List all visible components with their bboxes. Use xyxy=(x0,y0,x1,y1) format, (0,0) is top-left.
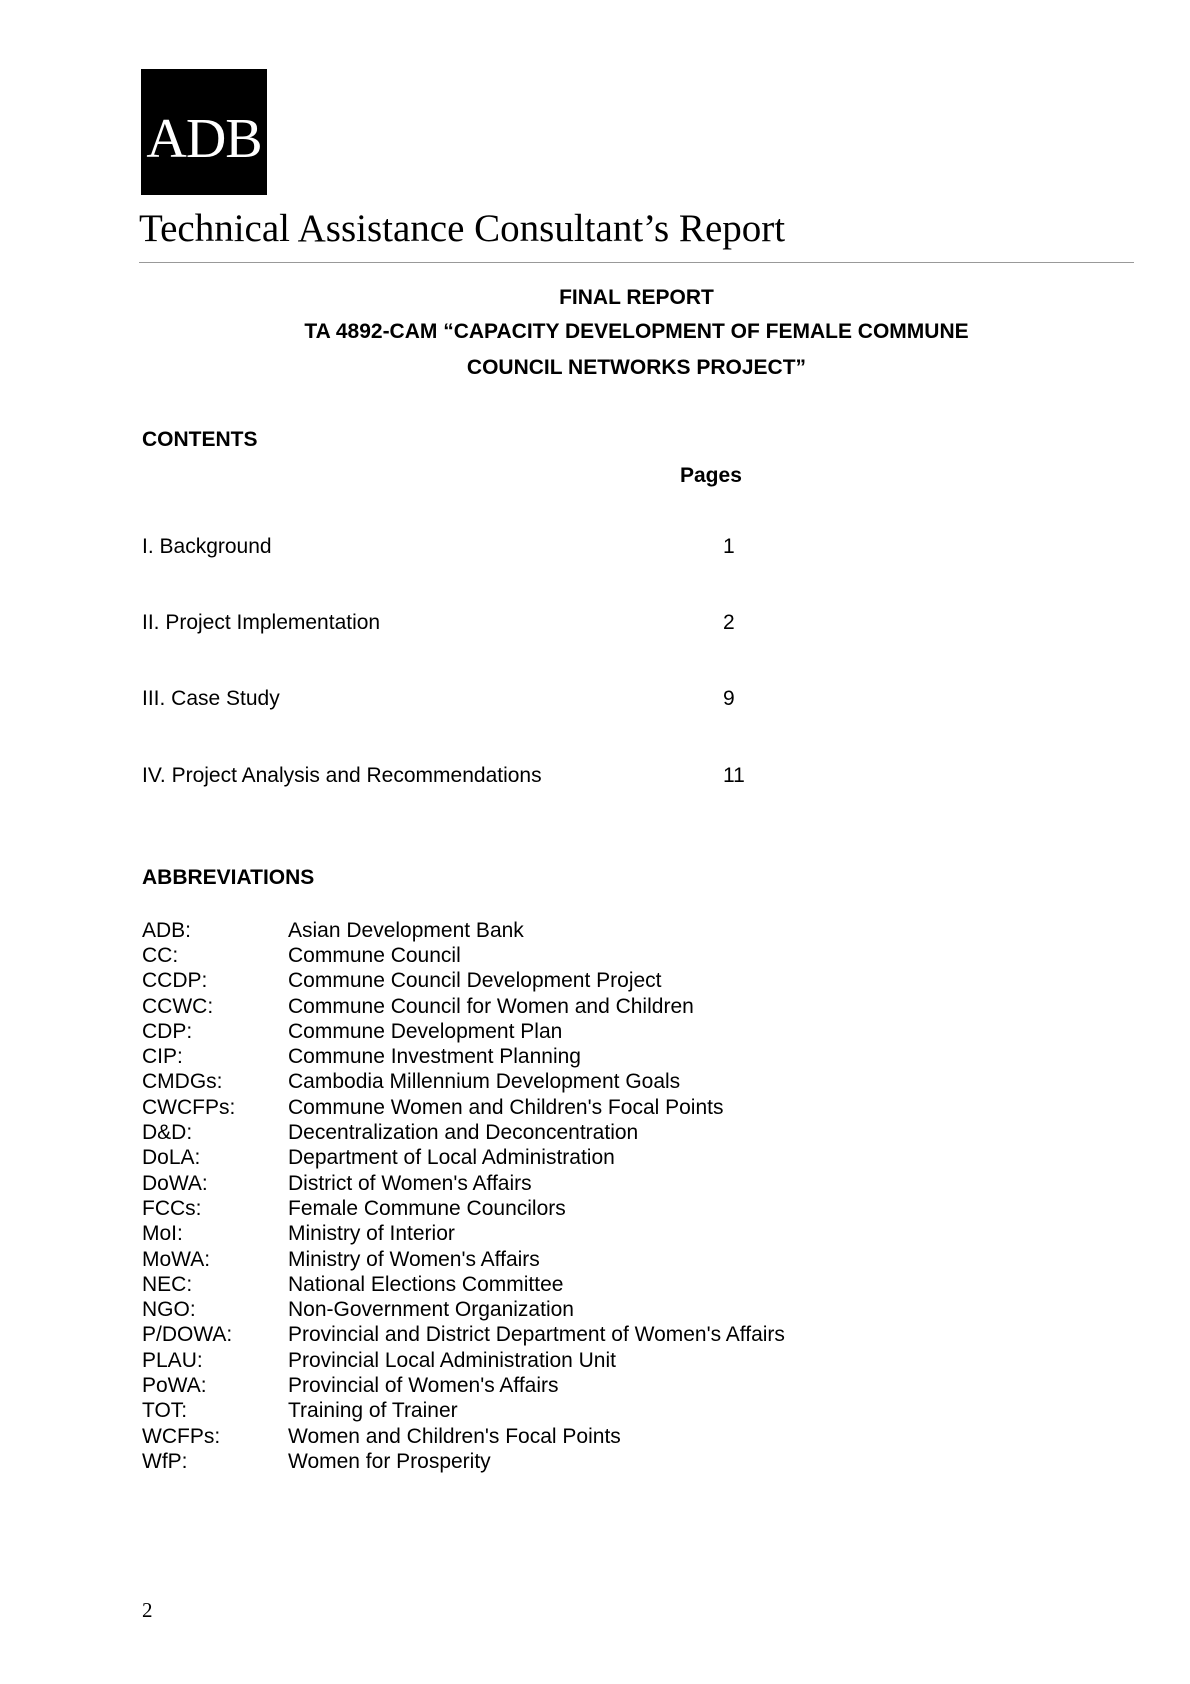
abbreviation-term: MoI: xyxy=(142,1222,183,1246)
abbreviation-definition: Asian Development Bank xyxy=(288,918,524,942)
abbreviation-definition: Female Commune Councilors xyxy=(288,1196,566,1220)
abbreviation-row xyxy=(142,1044,785,1069)
abbreviation-term: CIP: xyxy=(142,1045,183,1069)
abbreviation-row xyxy=(142,969,785,994)
abbreviation-definition: Women for Prosperity xyxy=(288,1449,491,1473)
abbreviation-row xyxy=(142,1373,785,1398)
toc-entry-page: 11 xyxy=(723,764,745,787)
header-divider xyxy=(139,262,1134,263)
adb-logo xyxy=(141,69,267,195)
abbreviation-definition: Provincial of Women's Affairs xyxy=(288,1373,559,1397)
toc-entry-page: 1 xyxy=(723,535,735,558)
abbreviation-row xyxy=(142,1196,785,1221)
abbreviation-definition: Commune Development Plan xyxy=(288,1019,563,1043)
abbreviation-definition: District of Women's Affairs xyxy=(288,1171,532,1195)
abbreviation-term: P/DOWA: xyxy=(142,1323,233,1347)
abbreviation-term: NEC: xyxy=(142,1272,193,1296)
toc-entry-title: IV. Project Analysis and Recommendations xyxy=(142,764,542,787)
abbreviation-row xyxy=(142,1095,785,1120)
report-title-line-2: TA 4892-CAM “CAPACITY DEVELOPMENT OF FEMALE COMMUNE xyxy=(304,320,969,343)
adb-logo-text: ADB xyxy=(146,108,262,170)
abbreviation-term: DoLA: xyxy=(142,1146,201,1170)
abbreviation-row xyxy=(142,1222,785,1247)
abbreviation-row xyxy=(142,1171,785,1196)
abbreviation-term: WfP: xyxy=(142,1449,188,1473)
abbreviation-definition: Commune Investment Planning xyxy=(288,1045,581,1069)
abbreviation-row xyxy=(142,943,785,968)
toc-entry-title: III. Case Study xyxy=(142,687,280,710)
abbreviation-term: CC: xyxy=(142,943,179,967)
toc-entry-page: 2 xyxy=(723,611,735,634)
page-number: 2 xyxy=(142,1598,153,1622)
abbreviation-row xyxy=(142,1348,785,1373)
abbreviation-definition: Commune Council for Women and Children xyxy=(288,994,694,1018)
abbreviation-definition: Provincial Local Administration Unit xyxy=(288,1348,616,1372)
abbreviation-definition: Cambodia Millennium Development Goals xyxy=(288,1070,681,1094)
abbreviation-row xyxy=(142,1247,785,1272)
abbreviation-definition: Non-Government Organization xyxy=(288,1298,574,1322)
report-title-line-1: FINAL REPORT xyxy=(559,286,714,309)
abbreviation-definition: Provincial and District Department of Women's Affairs xyxy=(288,1323,785,1347)
report-type-heading: Technical Assistance Consultant’s Report xyxy=(139,207,786,250)
abbreviation-definition: Ministry of Interior xyxy=(288,1222,455,1246)
abbreviations-list xyxy=(142,918,785,1475)
contents-heading: CONTENTS xyxy=(142,428,258,451)
abbreviation-row xyxy=(142,1070,785,1095)
abbreviation-definition: Commune Council xyxy=(288,943,461,967)
toc-entry-page: 9 xyxy=(723,687,735,710)
abbreviation-row xyxy=(142,918,785,943)
abbreviation-definition: Commune Women and Children's Focal Points xyxy=(288,1095,724,1119)
abbreviation-row xyxy=(142,1449,785,1474)
abbreviation-row xyxy=(142,1120,785,1145)
abbreviation-row xyxy=(142,1272,785,1297)
abbreviation-definition: Training of Trainer xyxy=(288,1399,458,1423)
abbreviation-term: DoWA: xyxy=(142,1171,208,1195)
pages-column-heading: Pages xyxy=(680,464,742,487)
abbreviation-definition: Decentralization and Deconcentration xyxy=(288,1121,639,1145)
abbreviation-term: CCDP: xyxy=(142,969,208,993)
abbreviation-term: CWCFPs: xyxy=(142,1095,236,1119)
abbreviation-term: NGO: xyxy=(142,1298,196,1322)
abbreviation-definition: Women and Children's Focal Points xyxy=(288,1424,621,1448)
toc-entry-title: II. Project Implementation xyxy=(142,611,381,634)
abbreviation-term: ADB: xyxy=(142,918,192,942)
abbreviation-row xyxy=(142,994,785,1019)
abbreviation-term: WCFPs: xyxy=(142,1424,221,1448)
abbreviation-term: CCWC: xyxy=(142,994,214,1018)
abbreviations-heading: ABBREVIATIONS xyxy=(142,866,315,889)
abbreviation-term: D&D: xyxy=(142,1121,193,1145)
abbreviation-term: TOT: xyxy=(142,1399,188,1423)
abbreviation-term: CMDGs: xyxy=(142,1070,223,1094)
abbreviation-definition: Commune Council Development Project xyxy=(288,969,662,993)
toc-entry-title: I. Background xyxy=(142,535,272,558)
abbreviation-definition: Ministry of Women's Affairs xyxy=(288,1247,540,1271)
abbreviation-row xyxy=(142,1146,785,1171)
report-title-line-3: COUNCIL NETWORKS PROJECT” xyxy=(466,356,807,379)
abbreviation-term: CDP: xyxy=(142,1019,193,1043)
abbreviation-definition: National Elections Committee xyxy=(288,1272,564,1296)
abbreviation-term: FCCs: xyxy=(142,1196,202,1220)
abbreviation-row xyxy=(142,1297,785,1322)
abbreviation-term: PLAU: xyxy=(142,1348,203,1372)
abbreviation-row xyxy=(142,1019,785,1044)
abbreviation-row xyxy=(142,1323,785,1348)
abbreviation-term: MoWA: xyxy=(142,1247,211,1271)
abbreviation-row xyxy=(142,1424,785,1449)
abbreviation-definition: Department of Local Administration xyxy=(288,1146,615,1170)
abbreviation-term: PoWA: xyxy=(142,1373,207,1397)
abbreviation-row xyxy=(142,1399,785,1424)
